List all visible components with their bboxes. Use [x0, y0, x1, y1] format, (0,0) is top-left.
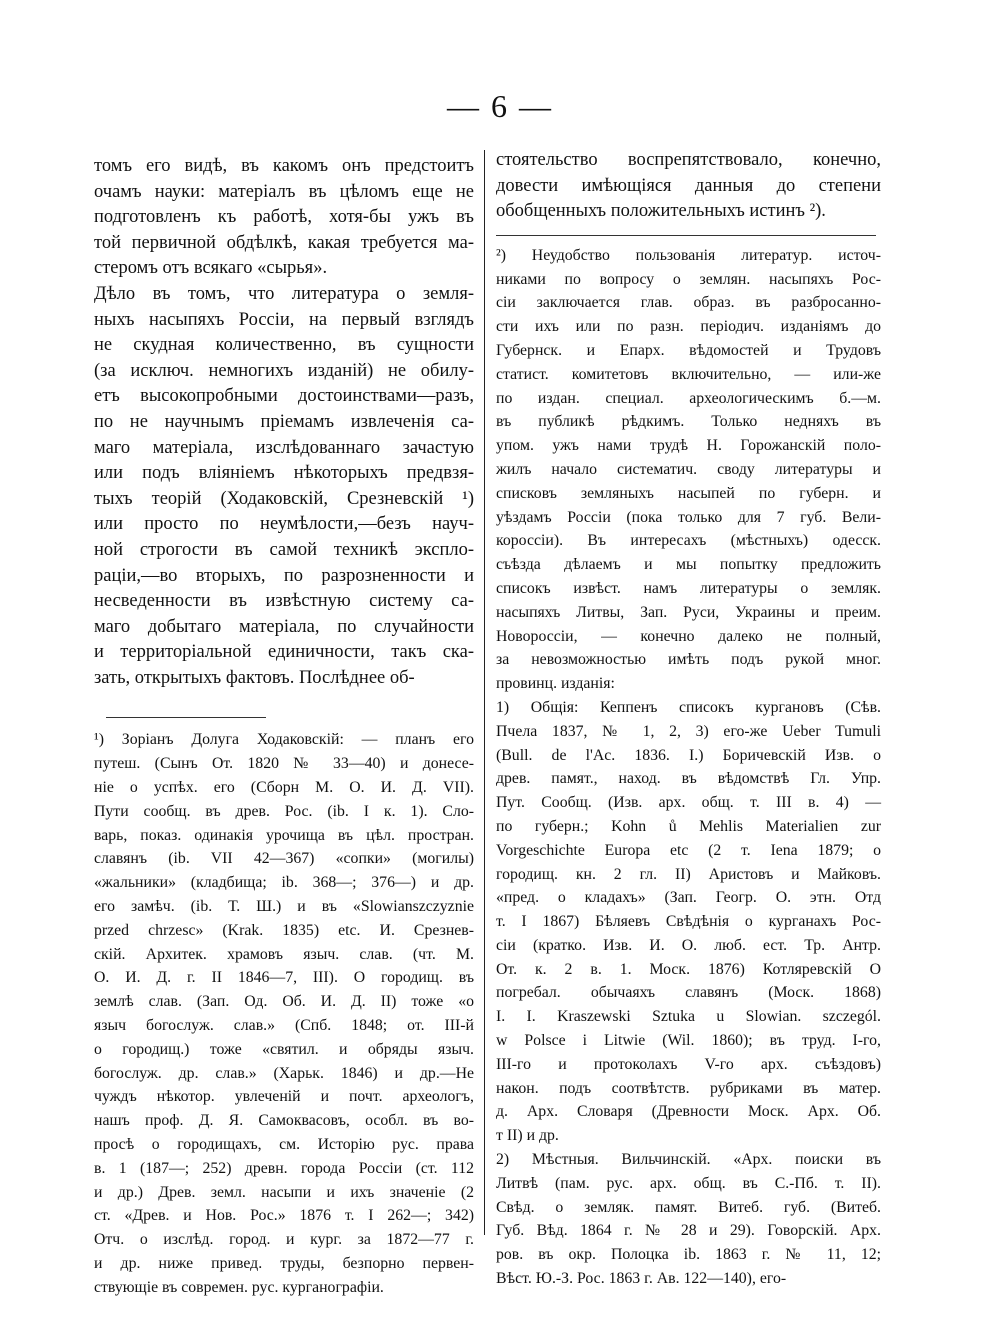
footnote-line: богослуж. др. слав.» (Харьк. 1846) и др.—Не — [94, 1064, 474, 1082]
text-line: или просто по неумѣлости,—безъ науч- — [94, 514, 474, 535]
footnote-line: древ. памят., наход. въ вѣдомствѣ Гл. Упр. — [496, 770, 881, 788]
footnote-line: д. Арх. Словаря (Древности Моск. Арх. Об. — [496, 1103, 881, 1121]
right-main-text — [496, 148, 881, 225]
footnote-line: након. подъ соотвѣтств. рубриками въ матер. — [496, 1079, 881, 1097]
footnote-line: варь, показ. одинакія урочища въ цѣл. простран. — [94, 826, 474, 844]
footnote-line: Свѣд. о земляк. памят. Витеб. губ. (Витеб. — [496, 1198, 881, 1216]
footnote-line: ¹) Зоріанъ Долуга Ходаковскій: — планъ его — [94, 731, 474, 749]
footnote-line: по издан. специал. археологическимъ б.—м. — [496, 389, 881, 407]
text-line: маго матеріала, изслѣдованнаго зачастую — [94, 437, 474, 458]
footnote-line: упом. ужъ нами трудѣ Н. Горожанскій поло- — [496, 437, 881, 455]
footnote-line: короссіи). Въ интересахъ (мѣстныхъ) одесск. — [496, 532, 881, 550]
footnote-line: Vorgeschichte Europa etc (2 т. Iena 1879; о — [496, 841, 881, 859]
footnote-line: городищ. кн. 2 гл. II) Аристовъ и Майковъ. — [496, 865, 881, 883]
text-line: и территоріальной единичности, такъ ска- — [94, 642, 474, 663]
footnote-line: III-го и протоколахъ V-го арх. съѣздовъ) — [496, 1055, 881, 1073]
footnote-line: сіи (кратко. Изв. И. О. люб. ест. Тр. Антр. — [496, 936, 881, 954]
text-line: зать, открытыхъ фактовъ. Послѣднее об- — [94, 667, 415, 688]
footnote-line: сіи заключается глав. образ. въ разбросанно- — [496, 294, 881, 312]
footnote-line: нашъ проф. Д. Я. Самоквасовъ, особл. въ во- — [94, 1112, 474, 1130]
text-line: той первичной обдѣлкѣ, какая требуется ма- — [94, 232, 474, 253]
column-divider — [484, 150, 485, 1235]
text-line: довести имѣющіяся данныя до степени — [496, 175, 881, 196]
left-main-text — [94, 154, 474, 691]
footnote-line: языч богослуж. слав.» (Спб. 1848; от. III-й — [94, 1017, 474, 1035]
footnote-line: сти ихъ или по разн. періодич. изданіямъ до — [496, 318, 881, 336]
footnote-line: О. И. Д. г. II 1846—7, III). О городищ. въ — [94, 969, 474, 987]
footnote-line: «пред. о кладахъ» (Зап. Геогр. О. этн. Отд — [496, 889, 881, 907]
footnote-line: т II) и др. — [496, 1127, 559, 1145]
footnote-line: Пчела 1837, № 1, 2, 3) его-же Ueber Tumuli — [496, 722, 881, 740]
footnote-line: никами по вопросу о землян. насыпяхъ Рос- — [496, 270, 881, 288]
footnote-line: Литвѣ (пам. рус. арх. общ. въ С.-Пб. т. II). — [496, 1174, 881, 1192]
text-line: стеромъ отъ всякаго «сырья». — [94, 258, 328, 279]
footnote-line: въ публикѣ рѣдкимъ. Только недняхъ въ — [496, 413, 881, 431]
footnote-line: съѣзда дѣлаемъ и мы попытку предложить — [496, 556, 881, 574]
footnote-line: Пут. Сообщ. (Изв. арх. общ. т. III в. 4) — — [496, 794, 881, 812]
text-line: ной строгости въ самой техникѣ эксплo- — [94, 539, 474, 560]
text-line: несведенности въ извѣстную систему са- — [94, 591, 474, 612]
footnote-line: о городищ.) тоже «святил. и обряды языч. — [94, 1040, 474, 1058]
text-line: (за исключ. немногихъ изданій) не обилу- — [94, 360, 474, 381]
text-line: маго добытаго матеріала, по случайности — [94, 616, 474, 637]
text-line: очамъ науки: матеріалъ въ цѣломъ еще не — [94, 181, 474, 202]
text-line: раціи,—во вторыхъ, по разрозненности и — [94, 565, 474, 586]
footnote-line: Новороссіи, — конечно далеко не полный, — [496, 627, 881, 645]
footnote-line: ²) Неудобство пользованія литератур. источ- — [496, 246, 881, 264]
footnote-line: Пути сообщ. въ древ. Рос. (ib. I к. 1). Сло- — [94, 802, 474, 820]
text-line: ныхъ насыпяхъ Россіи, на первый взглядъ — [94, 309, 474, 330]
footnote-line: ст. «Древ. и Нов. Рос.» 1876 т. I 262—; 342) — [94, 1207, 474, 1225]
footnote-line: списковъ земляныхъ насыпей по губерн. и — [496, 484, 881, 502]
text-line: Дѣло въ томъ, что литература о земля- — [94, 283, 474, 304]
footnote-line: просѣ о городищахъ, см. Исторію рус. права — [94, 1136, 474, 1154]
text-line: по не научнымъ пріемамъ извлеченія са- — [94, 411, 474, 432]
footnote-line: скій. Архитек. храмовъ языч. слав. (чт. М. — [94, 945, 474, 963]
footnote-line: чуждъ нѣкотор. увлеченій и почт. археологъ, — [94, 1088, 474, 1106]
footnote-line: по губерн.; Kohn ů Mehlis Materialien zur — [496, 817, 881, 835]
footnote-line: путеш. (Сынъ От. 1820 № 33—40) и донесе- — [94, 755, 474, 773]
footnote-line: славянъ (ib. VII 42—367) «сопки» (могилы) — [94, 850, 474, 868]
footnote-line: w Polsce i Litwie (Wil. 1860); въ труд. I-го, — [496, 1032, 881, 1050]
text-line: томъ его видѣ, въ какомъ онъ предстоитъ — [94, 156, 474, 176]
page-number: — 6 — — [447, 88, 553, 124]
footnote-line: насыпяхъ Литвы, Зап. Руси, Украины и преим. — [496, 603, 881, 621]
text-line: етъ высокопробными достоинствами—разъ, — [94, 386, 474, 407]
footnote-line: ствующіе въ современ. рус. курганографіи. — [94, 1278, 384, 1296]
footnote-line: и др. ниже привед. труды, безпорно первен- — [94, 1255, 474, 1272]
left-footnote — [94, 728, 474, 1299]
footnote-line: I. I. Kraszewski Sztuka u Slowian. szczegól. — [496, 1008, 881, 1026]
footnote-line: в. 1 (187—; 252) древн. города Россіи (ст. 112 — [94, 1159, 474, 1177]
footnote-line: 1) Общія: Кеппенъ списокъ кургановъ (Сѣв. — [496, 698, 881, 716]
footnote-line: Вѣст. Ю.-З. Рос. 1863 г. Ав. 122—140), его- — [496, 1270, 787, 1288]
footnote-line: ніе о успѣх. его (Сборн М. О. И. Д. VII). — [94, 779, 474, 797]
text-line: или подъ вліяніемъ нѣкоторыхъ предвзя- — [94, 463, 474, 484]
left-column — [94, 148, 474, 1300]
footnote-line: Губ. Вѣд. 1864 г. № 28 и 29). Говорскій. Арх. — [496, 1222, 881, 1240]
text-line: тыхъ теорій (Ходаковскій, Срезневскій ¹) — [94, 488, 474, 509]
footnote-line: Отч. о изслѣд. город. и кург. за 1872—77 г. — [94, 1231, 474, 1249]
footnote-line: От. к. 2 в. 1. Моск. 1876) Котляревскій О — [496, 960, 881, 978]
left-footnote-rule — [106, 717, 266, 718]
footnote-line: (Bull. de l'Ac. 1836. I.) Боричевскій Изв. о — [496, 746, 881, 764]
footnote-line: списокъ извѣст. намъ литературы о земляк. — [496, 579, 881, 597]
footnote-line: 2) Мѣстныя. Вильчинскій. «Арх. поиски въ — [496, 1151, 881, 1169]
footnote-line: погребал. обычаяхъ славянъ (Моск. 1868) — [496, 984, 881, 1002]
footnote-line: жилъ начало систематич. своду литературы и — [496, 460, 881, 478]
footnote-line: и др.) Древ. земл. насыпи и ихъ значеніе (2 — [94, 1183, 474, 1201]
footnote-line: Губернск. и Епарх. вѣдомостей и Трудовъ — [496, 341, 881, 359]
right-column — [496, 148, 881, 1291]
footnote-line: за невозможностью имѣть подъ рукой мног. — [496, 651, 881, 669]
footnote-line: ров. въ окр. Полоцка ib. 1863 г. № 11, 12; — [496, 1246, 881, 1264]
text-line: стоятельство воспрепятствовало, конечно, — [496, 150, 881, 170]
text-line: подготовленъ къ работѣ, хотя-бы ужъ въ — [94, 207, 474, 228]
footnote-line: землѣ слав. (Зап. Од. Об. И. Д. II) тоже «о — [94, 993, 474, 1011]
footnote-line: статист. комитетовъ включительно, — или-же — [496, 365, 881, 383]
footnote-line: его замѣч. (ib. Т. Ш.) и въ «Slowianszczyznie — [94, 898, 474, 916]
text-line: не скудная количественно, въ сущности — [94, 335, 474, 356]
footnote-line: провинц. изданія: — [496, 675, 615, 693]
footnote-line: т. I 1867) Бѣляевъ Свѣдѣнія о курганахъ Рос- — [496, 913, 881, 931]
right-footnote — [496, 244, 881, 1291]
text-line: обобщенныхъ положительныхъ истинъ ²). — [496, 201, 826, 222]
right-footnote-rule — [496, 235, 876, 236]
footnote-line: przed chrzesc» (Krak. 1835) etc. И. Срезнев- — [94, 921, 474, 939]
footnote-line: «жальники» (кладбища; ib. 368—; 376—) и др. — [94, 874, 474, 892]
footnote-line: уѣздамъ Россіи (пока только для 7 губ. Вели- — [496, 508, 881, 526]
